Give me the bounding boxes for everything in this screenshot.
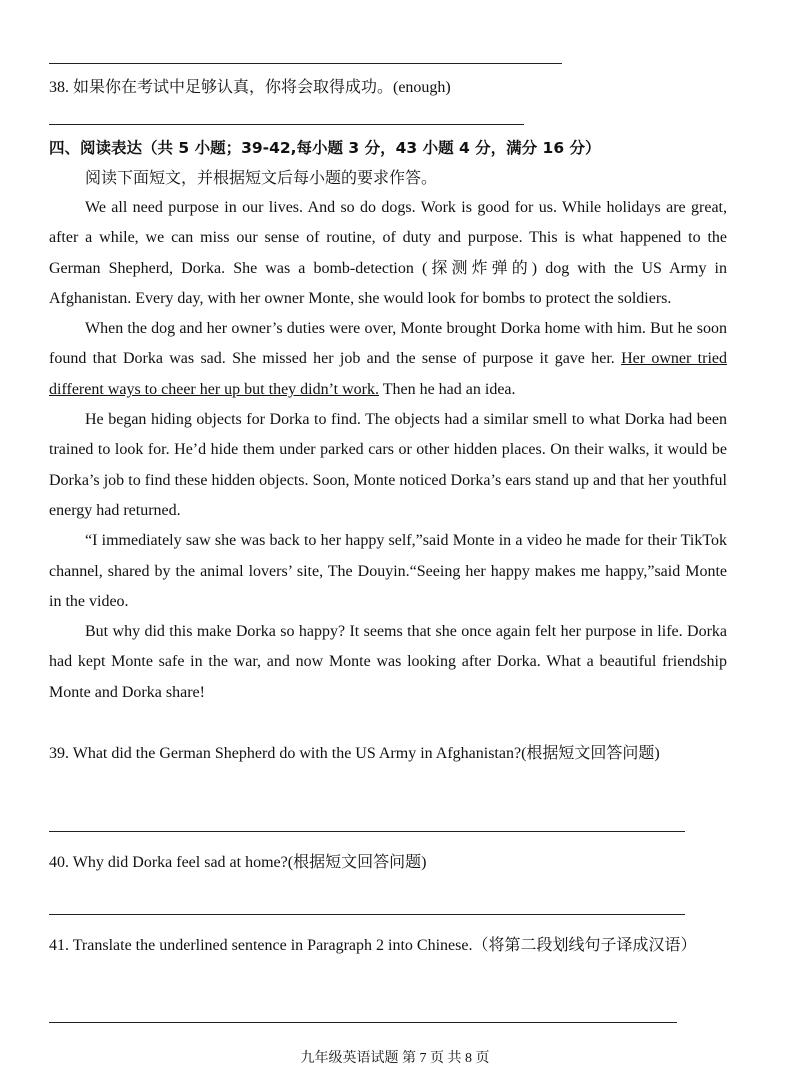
passage-paragraph-5: But why did this make Dorka so happy? It seems that she once again felt her purpose in life. Dorka had kept Monte safe in the war, and now Monte was looking after Dorka. What a beautiful friendship Monte and Dorka share! <box>49 623 727 701</box>
answer-line-38 <box>49 124 524 125</box>
passage-paragraph-4: “I immediately saw she was back to her happy self,”said Monte in a video he made for their TikTok channel, shared by the animal lovers’ site, The Douyin.“Seeing her happy makes me happy,”said Monte in the video. <box>49 532 727 610</box>
question-41: 41. Translate the underlined sentence in Paragraph 2 into Chinese.（将第二段划线句子译成汉语） <box>49 937 697 954</box>
underlined-sentence: Her owner tried different ways to cheer her up but they didn’t work. <box>49 350 727 398</box>
section-instructions: 阅读下面短文，并根据短文后每小题的要求作答。 <box>85 170 438 187</box>
reading-passage <box>49 193 727 708</box>
question-38-text: 如果你在考试中足够认真，你将会取得成功。(enough) <box>73 79 451 96</box>
answer-line-37 <box>49 63 562 64</box>
passage-paragraph-1: We all need purpose in our lives. And so do dogs. Work is good for us. While holidays are great, after a while, we can miss our sense of routine, of duty and purpose. This is what happened to the German Shepherd, Dorka. She was a bomb-detection (探测炸弹的) dog with the US Army in Afghanistan. Every day, with her owner Monte, she would look for bombs to protect the soldiers. <box>49 199 727 307</box>
question-38 <box>49 78 451 98</box>
question-38-number: 38. <box>49 79 69 96</box>
answer-line-41[interactable] <box>49 1022 677 1023</box>
section-heading: 四、阅读表达（共 5 小题；39-42,每小题 3 分，43 小题 4 分，满分 16 分） <box>49 139 601 157</box>
question-39: 39. What did the German Shepherd do with the US Army in Afghanistan?(根据短文回答问题) <box>49 745 660 762</box>
question-40: 40. Why did Dorka feel sad at home?(根据短文回答问题) <box>49 854 427 871</box>
passage-paragraph-2 <box>49 314 727 405</box>
p2-start: When the dog and her owner’s duties were over, Monte brought Dorka home with him. But he soon found that Dorka was sad. She missed her job and the sense of purpose it gave her. <box>49 320 727 368</box>
page-footer: 九年级英语试题 第 7 页 共 8 页 <box>300 1051 490 1066</box>
answer-line-40[interactable] <box>49 914 685 915</box>
passage-paragraph-3: He began hiding objects for Dorka to find. The objects had a similar smell to what Dorka had been trained to look for. He’d hide them under parked cars or other hidden places. On their walks, it would be Dorka’s job to find these hidden objects. Soon, Monte noticed Dorka’s ears stand up and that her youthful energy had returned. <box>49 411 727 519</box>
answer-line-39[interactable] <box>49 831 685 832</box>
p2-end: Then he had an idea. <box>378 380 516 398</box>
